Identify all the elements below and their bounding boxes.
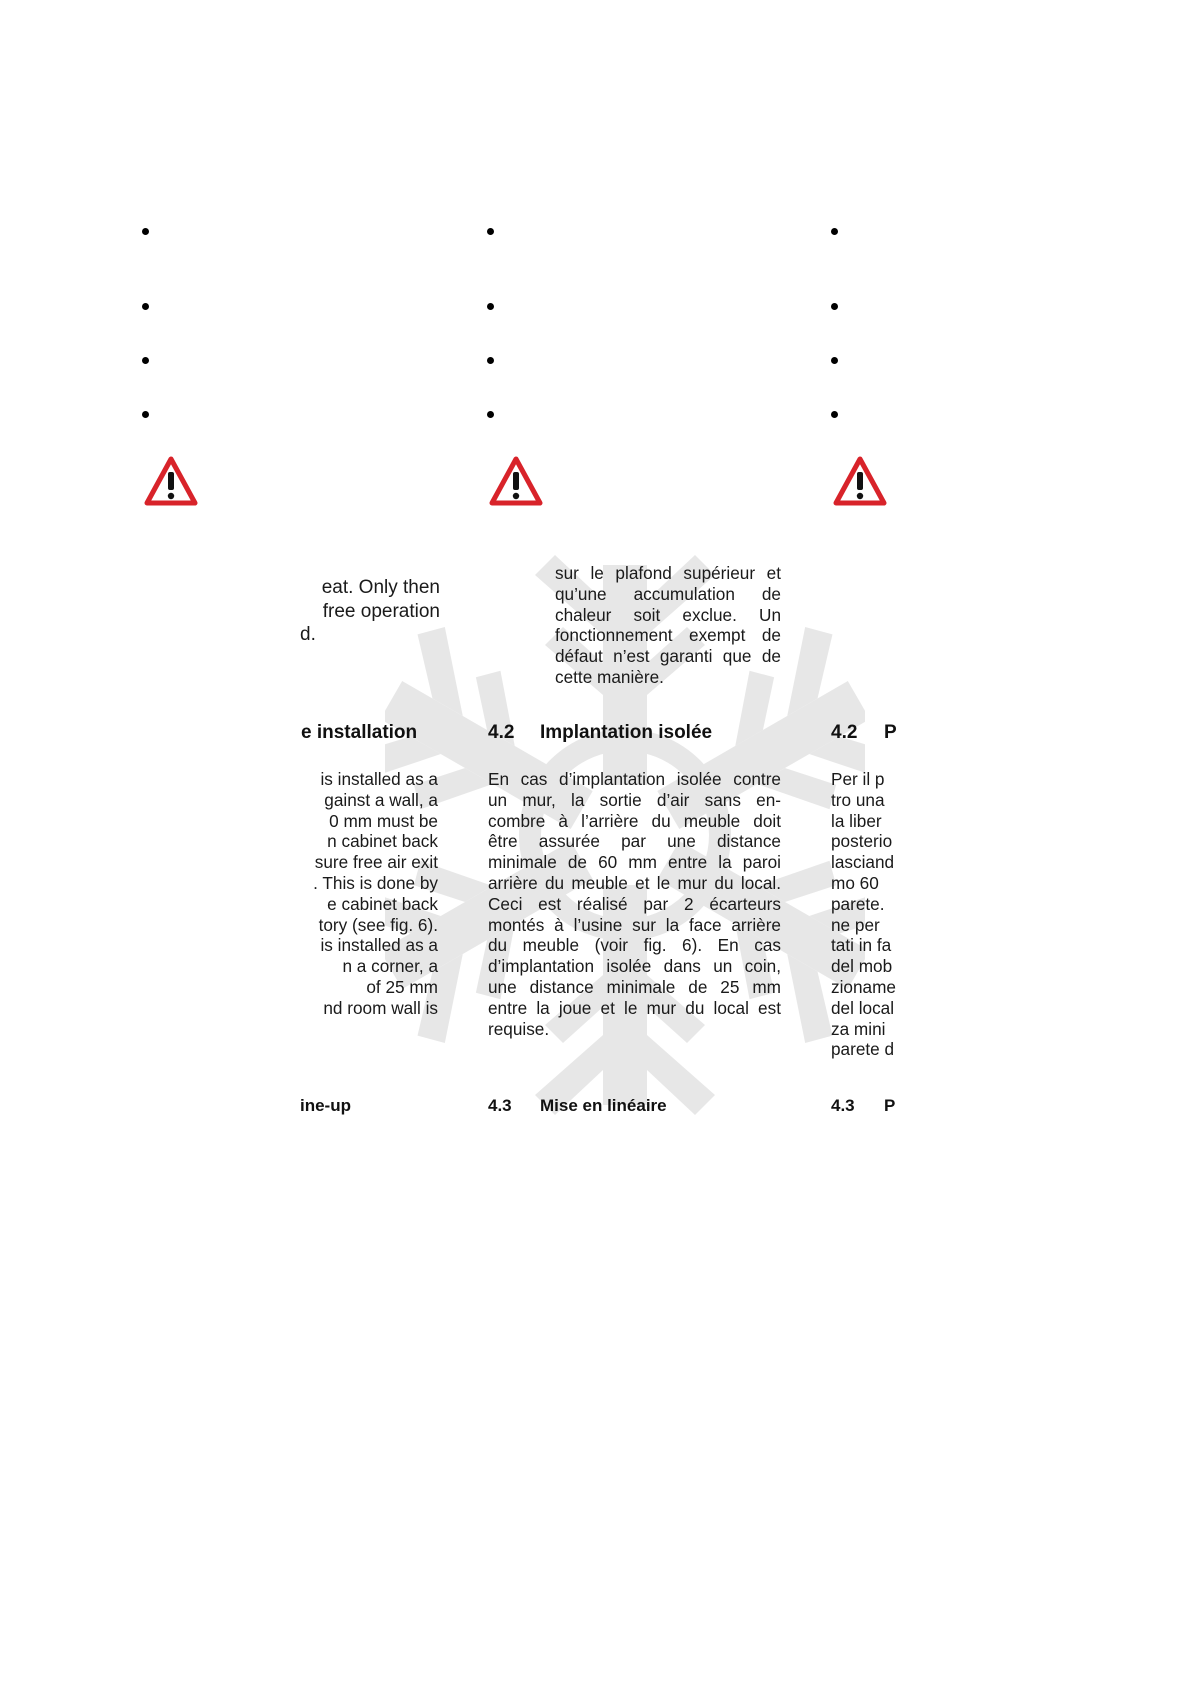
text-line: lasciand	[831, 852, 895, 873]
bullet-icon	[831, 411, 838, 418]
text-line: tory (see fig. 6).	[318, 914, 438, 935]
text-line: chaleur soit exclue. Un	[555, 604, 781, 625]
text-line: eat. Only then	[321, 577, 440, 598]
it-heading-4-3-number: 4.3	[831, 1096, 855, 1115]
text-line: sure free air exit	[314, 852, 438, 873]
text-line: sur le plafond supérieur et	[555, 563, 781, 583]
text-line: tro una	[831, 789, 885, 810]
text-line: mo 60	[831, 872, 879, 893]
warning-triangle-icon	[144, 456, 198, 506]
bullet-icon	[142, 411, 149, 418]
bullet-icon	[831, 357, 838, 364]
en-heading-4-2: e installation	[301, 722, 418, 743]
bullet-icon	[142, 357, 149, 364]
text-line: nd room wall is	[323, 997, 438, 1018]
text-line: un mur, la sortie d’air sans en-	[488, 789, 781, 810]
it-heading-4-2-number: 4.2	[831, 722, 858, 743]
text-line: être assurée par une distance	[488, 831, 781, 852]
fr-heading-4-3-title: Mise en linéaire	[540, 1096, 667, 1115]
warning-triangle-icon	[833, 456, 887, 506]
text-line: . This is done by	[313, 872, 438, 893]
text-line: requise.	[488, 1018, 550, 1039]
text-line: zioname	[831, 976, 896, 997]
text-line: tati in fa	[831, 935, 892, 956]
text-line: d’implantation isolée dans un coin,	[488, 956, 781, 977]
text-line: Per il p	[831, 769, 885, 789]
bullet-icon	[142, 303, 149, 310]
bullet-icon	[487, 411, 494, 418]
text-line: minimale de 60 mm entre la paroi	[488, 852, 781, 873]
text-line: une distance minimale de 25 mm	[488, 976, 781, 997]
text-line: fonctionnement exempt de	[555, 625, 781, 646]
fr-continuation-text	[555, 563, 781, 688]
text-line: of 25 mm	[366, 976, 438, 997]
text-line: qu’une accumulation de	[555, 583, 781, 604]
text-line: is installed as a	[320, 769, 438, 789]
text-line: En cas d’implantation isolée contre	[488, 769, 781, 789]
fr-paragraph-4-2	[488, 769, 781, 1039]
text-line: ne per	[831, 914, 880, 935]
text-line: montés à l’usine sur la face arrière	[488, 914, 781, 935]
bullet-icon	[142, 228, 149, 235]
text-line: 0 mm must be	[329, 810, 438, 831]
warning-triangle-icon	[489, 456, 543, 506]
text-line: is installed as a	[320, 935, 438, 956]
bullet-icon	[487, 303, 494, 310]
text-line: cette manière.	[555, 666, 664, 687]
text-line: parete.	[831, 893, 885, 914]
text-line: combre à l’arrière du meuble doit	[488, 810, 781, 831]
fr-heading-4-2-number: 4.2	[488, 722, 515, 743]
text-line: n cabinet back	[327, 831, 438, 852]
it-heading-4-3-title: P	[884, 1096, 896, 1115]
text-line: posterio	[831, 831, 893, 852]
text-line: n a corner, a	[342, 956, 438, 977]
fr-heading-4-3-number: 4.3	[488, 1096, 512, 1115]
text-line: la liber	[831, 810, 882, 831]
text-line: d.	[300, 624, 316, 645]
text-line: del local	[831, 997, 895, 1018]
text-line: e cabinet back	[327, 893, 438, 914]
bullet-icon	[831, 228, 838, 235]
text-line: free operation	[322, 600, 440, 622]
bullet-icon	[831, 303, 838, 310]
text-line: del mob	[831, 956, 893, 977]
text-line: gainst a wall, a	[324, 789, 438, 810]
text-line: parete d	[831, 1039, 895, 1060]
fr-heading-4-2-title: Implantation isolée	[540, 722, 713, 743]
en-heading-4-3: ine-up	[300, 1096, 351, 1115]
text-line: du meuble (voir fig. 6). En cas	[488, 935, 781, 956]
it-heading-4-2-title: P	[884, 722, 897, 743]
en-paragraph-4-2	[298, 769, 438, 1019]
bullet-icon	[487, 357, 494, 364]
text-line: za mini	[831, 1018, 886, 1039]
bullet-icon	[487, 228, 494, 235]
text-line: Ceci est réalisé par 2 écarteurs	[488, 893, 781, 914]
text-line: arrière du meuble et le mur du local.	[488, 872, 781, 893]
en-continuation-text	[300, 576, 440, 647]
it-paragraph-4-2	[831, 769, 901, 1060]
text-line: défaut n’est garanti que de	[555, 646, 781, 667]
text-line: entre la joue et le mur du local est	[488, 997, 781, 1018]
